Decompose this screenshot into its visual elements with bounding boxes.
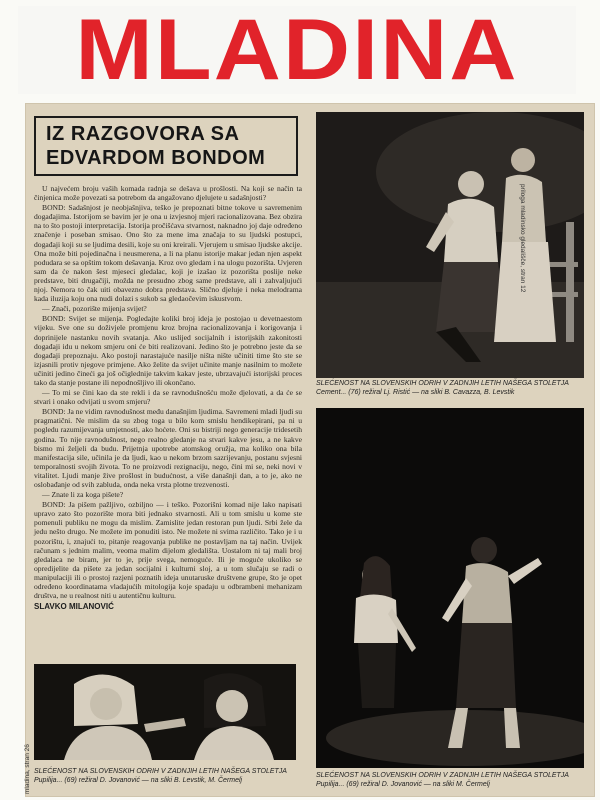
stage-scene-illustration-2 (316, 408, 584, 768)
newspaper-clipping (26, 104, 594, 796)
stage-scene-illustration (316, 112, 584, 378)
article-paragraph: — To mi se čini kao da ste rekli i da se ravnodušnošću može djelovati, a da će se stvari i onako odvijati u svom smjeru? (34, 388, 302, 407)
side-note-right: priloga mladinsko gledališče, stran 12 (519, 184, 526, 293)
article-paragraph: BOND: Svijet se mijenja. Pogledajte koliki broj ideja je postojao u devetnaestom vijeku. Sve one su doživjele promjenu kroz brojna racionalizovanja i korigovanja i doprinijele nastanku novih svatanja. Ako uslijed socijalnih i istorijskih zakonitosti događaji idu u nekom smjeru oni će biti realizovani. Jedino što je potrebno jeste da se događaji prepoznaju. Ako postoji narastajuće nasilje ništa nište učiniti time što ste se izjasnili protiv njegove primjene. Ako želite da svijet učinite manje nasilnim to možete učiniti jedino čineći ga još očiglednije takvim kakav jeste, ubrzavajući istorijski proces tako da stanje postane ili nepodnošljivo ili okončano. (34, 314, 302, 387)
caption-bottom-left: SLEĆENOST NA SLOVENSKIH ODRIH V ZADNJIH LETIH NAŠEGA STOLETJA Pupilija... (69) režiral D. Jovanović — na sliki B. Levstik, M. Čermelj (34, 768, 287, 784)
masthead-title: MLADINA (75, 2, 519, 98)
caption-top-right: SLEĆENOST NA SLOVENSKIH ODRIH V ZADNJIH LETIH NAŠEGA STOLETJA Cement... (76) režiral Lj. Ristić — na sliki B. Cavazza, B. Levstik (316, 380, 569, 396)
author-byline: SLAVKO MILANOVIĆ (34, 602, 114, 612)
masthead (18, 2, 576, 98)
closeup-scene-illustration (34, 664, 296, 760)
article-paragraph: BOND: Sadašnjost je neobjašnjiva, teško je prepoznati bitne tokove u savremenim događajima. Istorijom se bavim jer je ona u izvjesnoj mjeri racionalizovana. Bez obzira na to što postoji interpretacija. Istorija pročišćava stvarnost, naknadno joj daje određeno značenje i poseban smisao. Ono što za mene ima značaja to su ljudski postupci, događaji koji su se ljudima desili, koje su oni kreirali. Vjerujem u smisao ljudske akcije. Ona može biti pojedinačna i neusmerena, a li na planu istorije makar jedan njen aspekt podudara se sa opštim tokom dešavanja. Kroz ovo gledam i na ulogu pozorišta. Uvjeren sam da će nakon šest mjeseci gledalac, koji je izašao iz pozorišta poslije neke predstave, biti drugačiji, možda ne presudno zbog same predstave, ali i zahvaljujući njoj. Nemora to čak uiti obavezno dobra predstava. Slično djeluje i neka melodrama kada iluzija koju ona nudi dolazi s sukob sa gledaočevim iskustvom. (34, 203, 302, 304)
headline-line-2: EDVARDOM BONDOM (46, 147, 266, 169)
side-note-left: mladina, stran 26 (24, 744, 31, 794)
headline-box (34, 116, 298, 176)
article-paragraph: BOND: Ja ne vidim ravnodušnost među današnjim ljudima. Savremeni mladi ljudi su pragmatični. Ne mislim da su zbog toga u bilo kom smislu hendikepirani, pa ni u pogledu razumijevanja umjetnosti, ako hoćete. Oni su bistriji nego generacije tridesetih godina. To nije ravnodušnost, nego realno gledanje na stvari kakve jesu, a ne kakve bismo mi željeli da budu. Prijetnja upotrebe atomskog oružja, ma koliko ona bila manifestacija sile, učinila je da ljudi, kao u nekom brzom sazrijevanju, postanu svjesni temporalnosti svojih života. To ne proizvodi rezignaciju, nego, čini mi se, neki novi v vitalitet. Ljudi manje žive prošlost in budućnost, a više današnji dan, a to je, ako ne oslobađanje od svih zabluda, onda neka vrsta plotne trezvenosti. (34, 407, 302, 489)
article-body (34, 184, 302, 611)
headline-line-1: IZ RAZGOVORA SA (46, 123, 240, 145)
article-paragraph: — Znate li za koga pišete? (42, 490, 124, 500)
article-paragraph: BOND: Ja pišem pažljivo, ozbiljno — i teško. Pozorišni komad nije lako napisati upravo zato što pozorište mora biti jednako stvarnosti. Ali u tom smislu u kome ste pomenuli publiku ne mogu da mislim. Zamislite jedan restoran pun ljudi. Srbi žele da jedu nešto drugo. Ne možete im ponuditi isto. Ne možete ni svima različito. Tako je i u pozorištu, i, znajući to, pitanje reagovanja publike ne postavljam na taj način. Uvijek računam s jednim malim, veoma malim dijelom gledališta. Uostalom ni taj mali broj gledalaca ne biram, jer to je, prije svega, nemoguće. Ili je moguće ukoliko se opredijelite da pišete za jedan socijalni i kulturni sloj, a u tom slučaju se radi o manipulaciji ili o prostoj razjeni poznatih ideja unutaruske društvene grupe, što je opet određeno koordinatama vladajućih mitologija koje spadaju u odbrambeni mehanizam društva, ne u realnost niti u autentičnu kulturu. (34, 500, 302, 601)
article-paragraph: U najvećem broju vaših komada radnja se dešava u prošlosti. Na koji se način ta činjenica može povezati sa potrebom da angažovano djelujete u sadašnjosti? (34, 184, 302, 203)
article-paragraph: — Znači, pozorište mijenja svijet? (42, 304, 147, 314)
photo-pupilija-stage (316, 408, 584, 768)
photo-cement-stage (316, 112, 584, 378)
caption-bottom-right: SLEĆENOST NA SLOVENSKIH ODRIH V ZADNJIH LETIH NAŠEGA STOLETJA Pupilija... (69) režiral D. Jovanović — na sliki M. Čermelj (316, 772, 569, 788)
photo-pupilija-closeup (34, 664, 296, 760)
